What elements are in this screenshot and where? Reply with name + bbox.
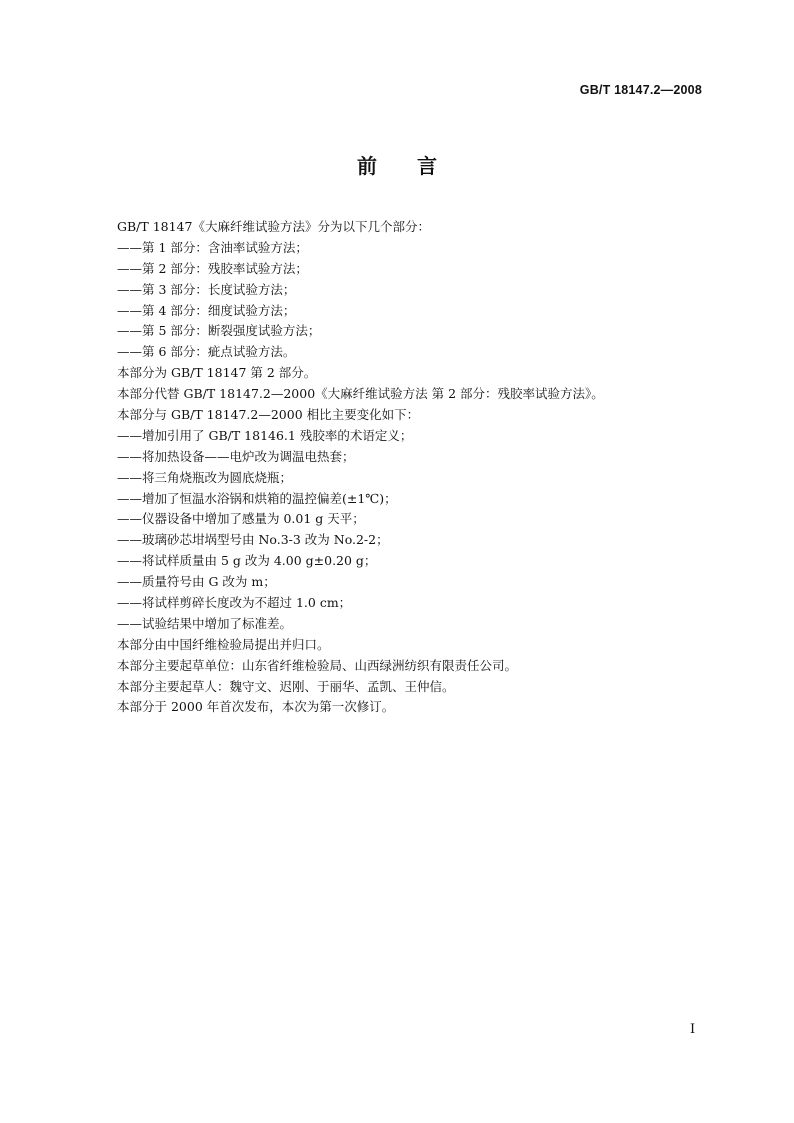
paragraph-changes-intro: 本部分与 GB/T 18147.2—2000 相比主要变化如下： <box>117 407 420 423</box>
list-item-change-4: ——增加了恒温水浴锅和烘箱的温控偏差(±1℃)； <box>117 490 397 506</box>
paragraph-drafters: 本部分主要起草人：魏守文、迟刚、于丽华、孟凯、王仲信。 <box>117 678 455 694</box>
foreword-body <box>117 217 717 718</box>
list-item-change-6: ——玻璃砂芯坩埚型号由 No.3-3 改为 No.2-2； <box>117 532 389 548</box>
list-item-change-10: ——试验结果中增加了标准差。 <box>117 615 293 631</box>
page-title <box>0 150 794 179</box>
list-item-part-6: ——第 6 部分：疵点试验方法。 <box>117 344 296 360</box>
page-number: I <box>690 1022 696 1037</box>
list-item-part-5: ——第 5 部分：断裂强度试验方法； <box>117 323 321 339</box>
standard-code-header: GB/T 18147.2—2008 <box>579 83 702 97</box>
paragraph-this-part: 本部分为 GB/T 18147 第 2 部分。 <box>117 365 317 381</box>
page-title-char-1: 前 <box>357 154 377 178</box>
list-item-part-4: ——第 4 部分：细度试验方法； <box>117 302 296 318</box>
list-item-change-8: ——质量符号由 G 改为 m； <box>117 574 276 590</box>
paragraph-issue-history: 本部分于 2000 年首次发布，本次为第一次修订。 <box>117 699 395 715</box>
list-item-part-1: ——第 1 部分：含油率试验方法； <box>117 239 308 255</box>
list-item-change-2: ——将加热设备——电炉改为调温电热套； <box>117 448 355 464</box>
list-item-change-9: ——将试样剪碎长度改为不超过 1.0 cm； <box>117 595 352 611</box>
paragraph-drafting-units: 本部分主要起草单位：山东省纤维检验局、山西绿洲纺织有限责任公司。 <box>117 657 518 673</box>
paragraph-series-intro: GB/T 18147《大麻纤维试验方法》分为以下几个部分： <box>117 219 430 234</box>
list-item-change-5: ——仪器设备中增加了感量为 0.01 g 天平； <box>117 511 365 527</box>
list-item-change-1: ——增加引用了 GB/T 18146.1 残胶率的术语定义； <box>117 427 413 443</box>
list-item-change-7: ——将试样质量由 5 g 改为 4.00 g±0.20 g； <box>117 553 377 569</box>
list-item-part-3: ——第 3 部分：长度试验方法； <box>117 281 296 297</box>
page-title-char-2: 言 <box>417 154 437 178</box>
list-item-part-2: ——第 2 部分：残胶率试验方法； <box>117 260 308 276</box>
paragraph-replaces: 本部分代替 GB/T 18147.2—2000《大麻纤维试验方法 第 2 部分：残胶率试验方法》。 <box>117 386 604 402</box>
paragraph-proposer: 本部分由中国纤维检验局提出并归口。 <box>117 636 330 652</box>
list-item-change-3: ——将三角烧瓶改为圆底烧瓶； <box>117 469 293 485</box>
